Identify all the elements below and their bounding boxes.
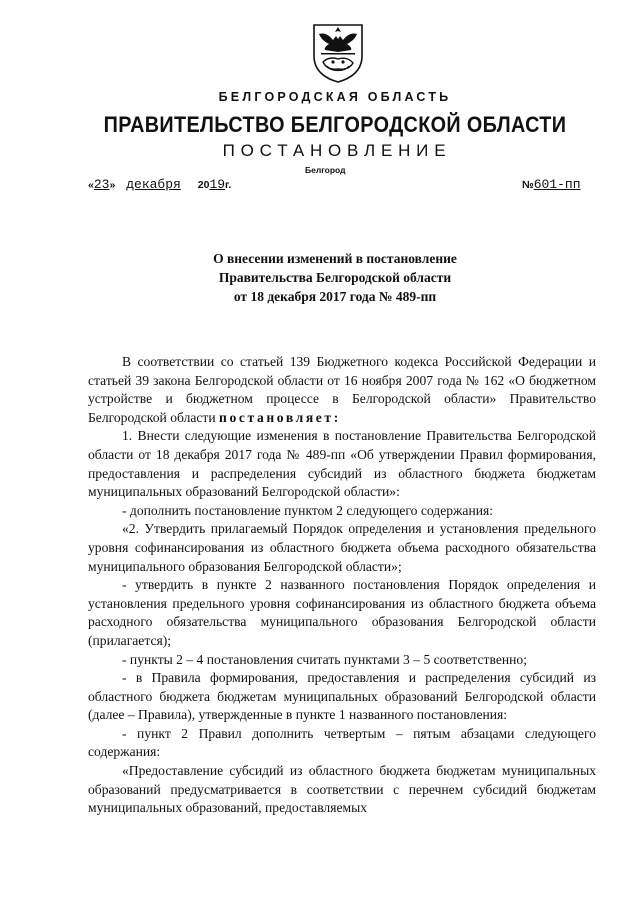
document-title	[0, 249, 640, 306]
region-name: БЕЛГОРОДСКАЯ ОБЛАСТЬ	[218, 90, 452, 104]
body-paragraph: - пункты 2 – 4 постановления считать пунктами 3 – 5 соответственно;	[122, 651, 527, 667]
city-name: Белгород	[305, 165, 346, 175]
coat-of-arms-icon	[311, 22, 365, 84]
date-year-suffix: 19	[209, 177, 226, 192]
number-value: 601-пп	[533, 177, 581, 192]
body-paragraph: - дополнить постановление пунктом 2 следующего содержания:	[122, 502, 494, 518]
date-year-prefix: 20	[197, 179, 210, 191]
title-line-2: Правительства Белгородской области	[218, 270, 452, 285]
decree-keyword: постановляет:	[219, 409, 341, 425]
paragraph-text: В соответствии со статьей 139 Бюджетного кодекса Российской Федерации и статьей 39 закона Белгородской области от 16 ноября 2007 года № 162 «О бюджетном устройстве и бюджетном процессе в Белгородской области» Правительство Белгородской области	[88, 354, 596, 425]
body-paragraph: - утвердить в пункте 2 названного постановления Порядок определения и установления предельного уровня софинансирования из областного бюджета объема расходного обязательства муниципального образования Белгородской области (прилагается);	[88, 577, 596, 648]
body-paragraph: - пункт 2 Правил дополнить четвертым – пятым абзацами следующего содержания:	[88, 725, 596, 760]
date-close-quote: »	[109, 179, 116, 191]
date-open-quote: «	[88, 179, 94, 191]
document-number	[522, 177, 581, 192]
document-type: ПОСТАНОВЛЕНИЕ	[222, 141, 452, 160]
body-paragraph: 1. Внести следующие изменения в постановление Правительства Белгородской области от 18 декабря 2017 года № 489-пп «Об утверждении Правил формирования, предоставления и распределения субсидий из областного бюджета бюджетам муниципальных образований Белгородской области»:	[88, 428, 596, 500]
date-day: 23	[93, 177, 110, 192]
body-paragraph	[88, 353, 596, 427]
government-name: ПРАВИТЕЛЬСТВО БЕЛГОРОДСКОЙ ОБЛАСТИ	[103, 112, 567, 137]
date-year-unit: г.	[225, 179, 232, 191]
body-paragraph: - в Правила формирования, предоставления и распределения субсидий из областного бюджета бюджетам муниципальных образований Белгородской области (далее – Правила), утвержденные в пункте 1 названного постановления:	[88, 670, 596, 723]
document-body	[88, 353, 596, 818]
title-line-3: от 18 декабря 2017 года № 489-пп	[233, 289, 437, 304]
number-sign: №	[522, 179, 534, 191]
body-paragraph: «Предоставление субсидий из областного бюджета бюджетам муниципальных образований предусматривается в соответствии с перечнем субсидий бюджетам муниципальных образований, предоставляемых	[88, 763, 596, 816]
date-month: декабря	[126, 177, 181, 192]
body-paragraph: «2. Утвердить прилагаемый Порядок определения и установления предельного уровня софинансирования из областного бюджета объема расходного обязательства муниципального образования Белгородской области»;	[88, 521, 596, 574]
document-date	[88, 177, 231, 192]
title-line-1: О внесении изменений в постановление	[213, 251, 457, 266]
